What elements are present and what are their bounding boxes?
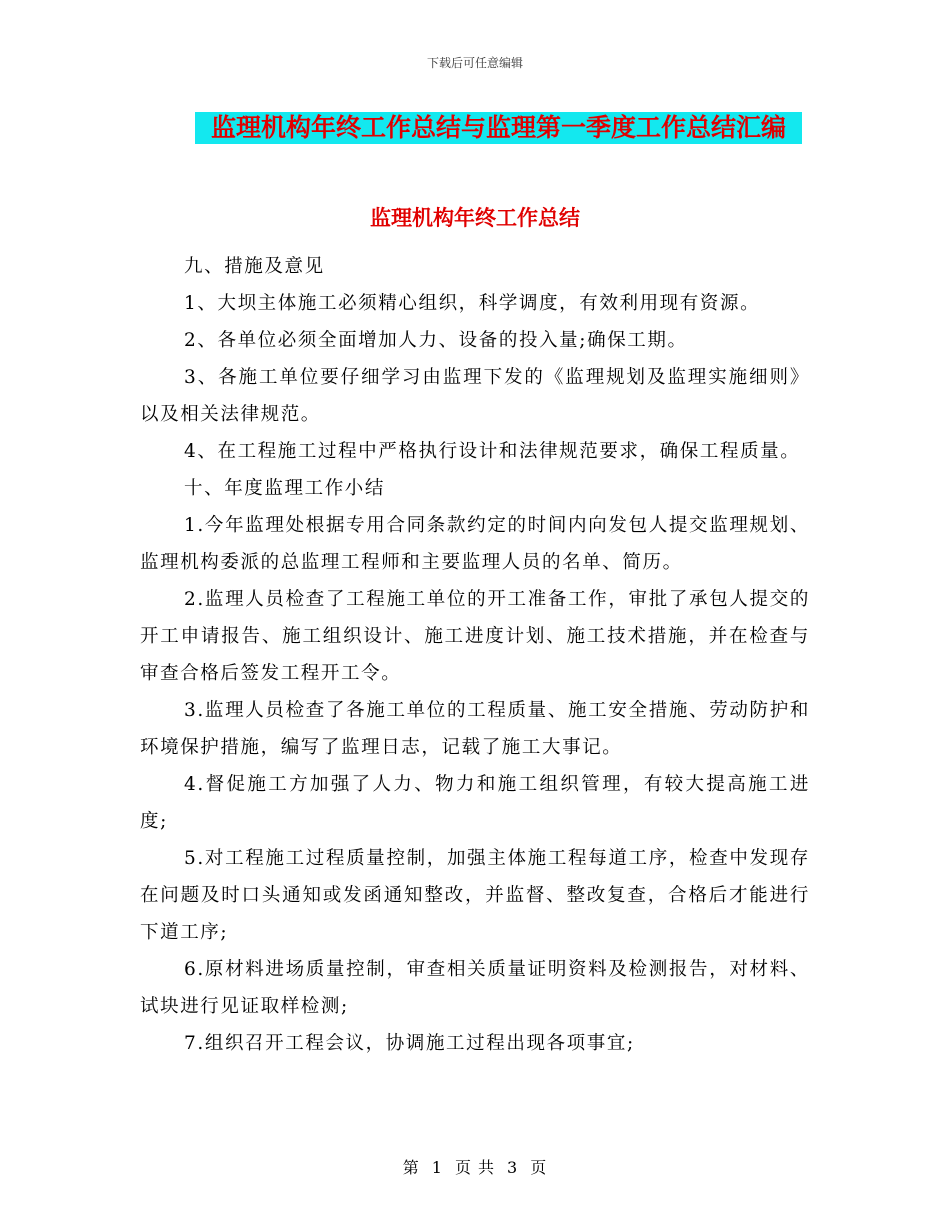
page-total: 3 [507, 1158, 519, 1177]
document-body [140, 248, 810, 1062]
paragraph: 3、各施工单位要仔细学习由监理下发的《监理规划及监理实施细则》以及相关法律规范。 [140, 367, 810, 425]
paragraph: 2、各单位必须全面增加人力、设备的投入量;确保工期。 [184, 330, 688, 351]
paragraph: 1、大坝主体施工必须精心组织，科学调度，有效利用现有资源。 [184, 293, 761, 314]
paragraph: 2.监理人员检查了工程施工单位的开工准备工作，审批了承包人提交的开工申请报告、施工组织设计、施工进度计划、施工技术措施，并在检查与审查合格后签发工程开工令。 [140, 589, 810, 684]
page-footer [0, 1155, 950, 1178]
section-title: 监理机构年终工作总结 [370, 206, 580, 230]
paragraph: 九、措施及意见 [184, 256, 325, 277]
paragraph: 7.组织召开工程会议，协调施工过程出现各项事宜; [184, 1033, 635, 1054]
paragraph: 4.督促施工方加强了人力、物力和施工组织管理，有较大提高施工进度; [140, 774, 810, 832]
page-number: 1 [431, 1158, 443, 1177]
paragraph: 十、年度监理工作小结 [184, 478, 386, 499]
paragraph: 3.监理人员检查了各施工单位的工程质量、施工安全措施、劳动防护和环境保护措施，编写了监理日志，记载了施工大事记。 [140, 700, 810, 758]
document-title: 监理机构年终工作总结与监理第一季度工作总结汇编 [195, 112, 802, 144]
header-note: 下载后可任意编辑 [426, 56, 523, 70]
page-suffix: 页 [530, 1158, 548, 1177]
page-prefix: 第 [402, 1158, 420, 1177]
paragraph: 5.对工程施工过程质量控制，加强主体施工程每道工序，检查中发现存在问题及时口头通知或发函通知整改，并监督、整改复查，合格后才能进行下道工序; [140, 848, 810, 943]
paragraph: 6.原材料进场质量控制，审查相关质量证明资料及检测报告，对材料、试块进行见证取样检测; [140, 959, 810, 1017]
page-middle: 页 共 [454, 1158, 496, 1177]
paragraph: 1.今年监理处根据专用合同条款约定的时间内向发包人提交监理规划、监理机构委派的总监理工程师和主要监理人员的名单、简历。 [140, 515, 810, 573]
paragraph: 4、在工程施工过程中严格执行设计和法律规范要求，确保工程质量。 [184, 441, 801, 462]
